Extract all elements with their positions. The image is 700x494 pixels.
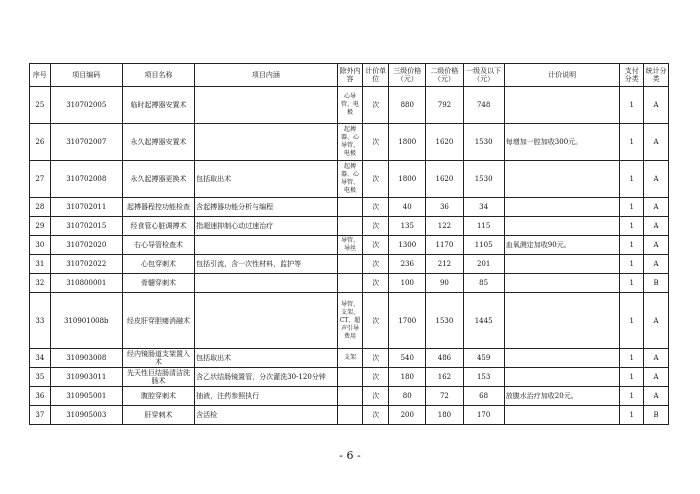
cell-pay: 1 <box>620 368 644 387</box>
table-row <box>30 255 669 274</box>
cell-price-3: 1300 <box>389 236 426 255</box>
cell-price-1: 68 <box>463 387 504 406</box>
header-stat: 统计分类 <box>644 64 669 87</box>
cell-note <box>504 274 620 293</box>
cell-exclude <box>337 198 363 217</box>
cell-name: 永久起搏器安置术 <box>122 124 194 161</box>
cell-price-3: 1800 <box>389 124 426 161</box>
header-price-1: 一级及以下（元） <box>463 64 504 87</box>
cell-content: 包括引流，含一次性材料，监护等 <box>195 255 337 274</box>
cell-name: 心包穿刺术 <box>122 255 194 274</box>
cell-price-2: 180 <box>426 406 463 425</box>
cell-unit: 次 <box>363 161 389 198</box>
cell-price-3: 100 <box>389 274 426 293</box>
cell-price-1: 1105 <box>463 236 504 255</box>
cell-pay: 1 <box>620 255 644 274</box>
cell-note <box>504 406 620 425</box>
cell-no: 33 <box>30 293 51 349</box>
cell-note <box>504 293 620 349</box>
cell-name: 起搏器程控功能检查 <box>122 198 194 217</box>
cell-name: 临时起搏器安置术 <box>122 87 194 124</box>
cell-price-1: 1530 <box>463 124 504 161</box>
cell-price-2: 212 <box>426 255 463 274</box>
cell-unit: 次 <box>363 293 389 349</box>
cell-stat: B <box>644 274 669 293</box>
cell-no: 27 <box>30 161 51 198</box>
cell-content <box>195 236 337 255</box>
cell-content: 含起搏器功能分析与编程 <box>195 198 337 217</box>
cell-unit: 次 <box>363 387 389 406</box>
cell-content <box>195 87 337 124</box>
table-row <box>30 124 669 161</box>
table-row <box>30 293 669 349</box>
cell-price-1: 459 <box>463 349 504 368</box>
cell-pay: 1 <box>620 293 644 349</box>
cell-content <box>195 124 337 161</box>
cell-exclude <box>337 255 363 274</box>
cell-unit: 次 <box>363 87 389 124</box>
cell-exclude <box>337 274 363 293</box>
cell-price-3: 40 <box>389 198 426 217</box>
cell-price-2: 792 <box>426 87 463 124</box>
header-note: 计价说明 <box>504 64 620 87</box>
cell-unit: 次 <box>363 274 389 293</box>
cell-note <box>504 161 620 198</box>
header-pay: 支付分类 <box>620 64 644 87</box>
cell-price-2: 486 <box>426 349 463 368</box>
cell-price-2: 1170 <box>426 236 463 255</box>
cell-price-1: 748 <box>463 87 504 124</box>
cell-price-2: 72 <box>426 387 463 406</box>
cell-stat: A <box>644 236 669 255</box>
cell-pay: 1 <box>620 217 644 236</box>
cell-price-1: 115 <box>463 217 504 236</box>
header-price-2: 二级价格（元） <box>426 64 463 87</box>
cell-exclude: 起搏器、心导管、电极 <box>337 161 363 198</box>
cell-code: 310905001 <box>50 387 122 406</box>
cell-code: 310903008 <box>50 349 122 368</box>
price-table <box>29 63 669 425</box>
cell-code: 310905003 <box>50 406 122 425</box>
cell-price-3: 540 <box>389 349 426 368</box>
cell-pay: 1 <box>620 349 644 368</box>
cell-no: 36 <box>30 387 51 406</box>
cell-pay: 1 <box>620 406 644 425</box>
cell-exclude <box>337 406 363 425</box>
cell-note <box>504 217 620 236</box>
cell-content: 含活检 <box>195 406 337 425</box>
cell-price-3: 200 <box>389 406 426 425</box>
cell-unit: 次 <box>363 236 389 255</box>
cell-pay: 1 <box>620 161 644 198</box>
cell-unit: 次 <box>363 217 389 236</box>
cell-price-1: 170 <box>463 406 504 425</box>
table-row <box>30 161 669 198</box>
cell-name: 肝穿刺术 <box>122 406 194 425</box>
cell-code: 310702015 <box>50 217 122 236</box>
cell-name: 经内镜肠道支架置入术 <box>122 349 194 368</box>
cell-price-3: 180 <box>389 368 426 387</box>
cell-exclude <box>337 368 363 387</box>
cell-price-3: 80 <box>389 387 426 406</box>
cell-content: 含乙状结肠镜置管，分次灌洗30-120分钟 <box>195 368 337 387</box>
cell-no: 26 <box>30 124 51 161</box>
page-number: - 6 - <box>339 449 361 462</box>
cell-price-2: 36 <box>426 198 463 217</box>
cell-content: 抽液，注药参照执行 <box>195 387 337 406</box>
cell-stat: A <box>644 87 669 124</box>
cell-note <box>504 87 620 124</box>
cell-price-3: 880 <box>389 87 426 124</box>
cell-unit: 次 <box>363 349 389 368</box>
table-row <box>30 198 669 217</box>
cell-price-1: 1530 <box>463 161 504 198</box>
cell-no: 34 <box>30 349 51 368</box>
cell-no: 37 <box>30 406 51 425</box>
cell-name: 永久起搏器更换术 <box>122 161 194 198</box>
cell-content: 指超速抑制心动过速治疗 <box>195 217 337 236</box>
cell-price-3: 236 <box>389 255 426 274</box>
table-row <box>30 217 669 236</box>
cell-price-1: 1445 <box>463 293 504 349</box>
cell-unit: 次 <box>363 198 389 217</box>
cell-note: 血氧测定加收90元。 <box>504 236 620 255</box>
table-row <box>30 349 669 368</box>
cell-stat: A <box>644 161 669 198</box>
cell-note: 每增加一腔加收300元。 <box>504 124 620 161</box>
cell-code: 310702008 <box>50 161 122 198</box>
header-no: 序号 <box>30 64 51 87</box>
cell-unit: 次 <box>363 406 389 425</box>
cell-note: 放腹水治疗加收20元。 <box>504 387 620 406</box>
cell-price-2: 1620 <box>426 124 463 161</box>
cell-unit: 次 <box>363 124 389 161</box>
cell-stat: A <box>644 124 669 161</box>
header-price-3: 三级价格（元） <box>389 64 426 87</box>
cell-pay: 1 <box>620 87 644 124</box>
cell-name: 右心导管检查术 <box>122 236 194 255</box>
cell-price-3: 1700 <box>389 293 426 349</box>
cell-name: 腹腔穿刺术 <box>122 387 194 406</box>
cell-no: 28 <box>30 198 51 217</box>
header-code: 项目编码 <box>50 64 122 87</box>
cell-name: 骨髓穿刺术 <box>122 274 194 293</box>
cell-content <box>195 293 337 349</box>
cell-note <box>504 349 620 368</box>
cell-stat: A <box>644 293 669 349</box>
table-row <box>30 368 669 387</box>
cell-exclude: 支架 <box>337 349 363 368</box>
cell-name: 经皮肝穿胆瘘消融术 <box>122 293 194 349</box>
table-row <box>30 87 669 124</box>
cell-content <box>195 274 337 293</box>
cell-price-1: 34 <box>463 198 504 217</box>
cell-exclude: 导管、支架、CT、超声引导费用 <box>337 293 363 349</box>
cell-content: 包括取出术 <box>195 349 337 368</box>
cell-stat: A <box>644 217 669 236</box>
cell-price-1: 153 <box>463 368 504 387</box>
cell-code: 310702007 <box>50 124 122 161</box>
cell-price-2: 122 <box>426 217 463 236</box>
cell-price-3: 135 <box>389 217 426 236</box>
cell-pay: 1 <box>620 274 644 293</box>
cell-stat: A <box>644 349 669 368</box>
cell-pay: 1 <box>620 387 644 406</box>
cell-stat: A <box>644 387 669 406</box>
cell-code: 310702020 <box>50 236 122 255</box>
cell-unit: 次 <box>363 255 389 274</box>
cell-code: 310903011 <box>50 368 122 387</box>
cell-code: 310702005 <box>50 87 122 124</box>
cell-no: 25 <box>30 87 51 124</box>
cell-code: 310800001 <box>50 274 122 293</box>
cell-code: 310901008b <box>50 293 122 349</box>
cell-exclude: 心导管、电极 <box>337 87 363 124</box>
cell-no: 35 <box>30 368 51 387</box>
cell-stat: A <box>644 198 669 217</box>
cell-price-2: 162 <box>426 368 463 387</box>
cell-pay: 1 <box>620 124 644 161</box>
cell-note <box>504 198 620 217</box>
table-row <box>30 387 669 406</box>
header-exclude: 除外内容 <box>337 64 363 87</box>
table-row <box>30 236 669 255</box>
cell-no: 32 <box>30 274 51 293</box>
cell-price-2: 90 <box>426 274 463 293</box>
cell-price-3: 1800 <box>389 161 426 198</box>
table-header-row <box>30 64 669 87</box>
cell-name: 先天性巨结肠清洁洗肠术 <box>122 368 194 387</box>
cell-name: 经食管心脏调搏术 <box>122 217 194 236</box>
cell-no: 30 <box>30 236 51 255</box>
cell-stat: B <box>644 406 669 425</box>
cell-unit: 次 <box>363 368 389 387</box>
cell-note <box>504 368 620 387</box>
cell-code: 310702022 <box>50 255 122 274</box>
cell-exclude <box>337 217 363 236</box>
cell-price-1: 85 <box>463 274 504 293</box>
cell-stat: A <box>644 255 669 274</box>
table-body <box>30 87 669 425</box>
cell-pay: 1 <box>620 236 644 255</box>
header-content: 项目内涵 <box>195 64 337 87</box>
table-row <box>30 406 669 425</box>
table-row <box>30 274 669 293</box>
cell-exclude: 导管、导丝 <box>337 236 363 255</box>
cell-code: 310702011 <box>50 198 122 217</box>
cell-exclude <box>337 387 363 406</box>
cell-content: 包括取出术 <box>195 161 337 198</box>
cell-no: 31 <box>30 255 51 274</box>
cell-no: 29 <box>30 217 51 236</box>
cell-note <box>504 255 620 274</box>
header-name: 项目名称 <box>122 64 194 87</box>
header-unit: 计价单位 <box>363 64 389 87</box>
cell-stat: A <box>644 368 669 387</box>
cell-exclude: 起搏器、心导管、电极 <box>337 124 363 161</box>
cell-pay: 1 <box>620 198 644 217</box>
cell-price-2: 1530 <box>426 293 463 349</box>
cell-price-1: 201 <box>463 255 504 274</box>
cell-price-2: 1620 <box>426 161 463 198</box>
